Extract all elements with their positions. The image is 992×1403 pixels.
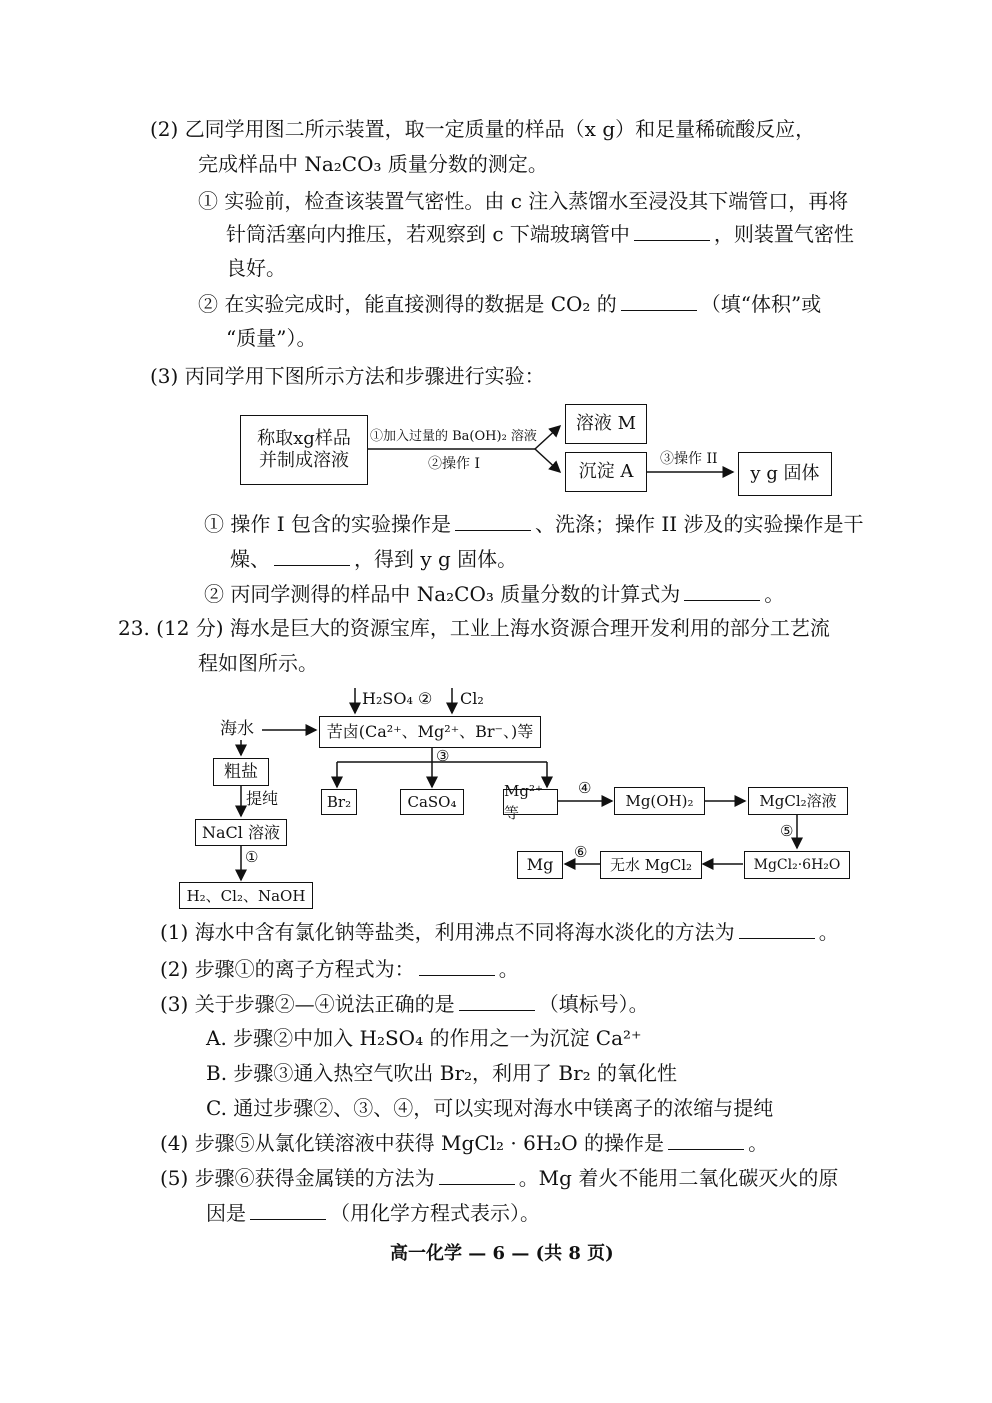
q23-intro-line1: 23. (12 分) 海水是巨大的资源宝库，工业上海水资源合理开发利用的部分工艺流 (118, 616, 830, 640)
q22-part2-item2-line2: “质量”）。 (226, 326, 317, 350)
flow1-start-box (240, 415, 368, 485)
q22-part3-intro: (3) 丙同学用下图所示方法和步骤进行实验： (150, 364, 545, 388)
q1-text: (1) 海水中含有氯化钠等盐类，利用沸点不同将海水淡化的方法为 (160, 920, 735, 944)
q23-option-b: B. 步骤③通入热空气吹出 Br₂，利用了 Br₂ 的氧化性 (206, 1061, 678, 1085)
flow1-op2-label: ③操作 II (660, 451, 718, 467)
q4-text: (4) 步骤⑤从氯化镁溶液中获得 MgCl₂ · 6H₂O 的操作是 (160, 1131, 665, 1155)
reagent-h2so4: H₂SO₄ ② (362, 689, 433, 708)
q22-part3-item1-line2 (230, 545, 517, 573)
q5-end: 。Mg 着火不能用二氧化碳灭火的原 (518, 1166, 839, 1190)
products-box: H₂、Cl₂、NaOH (179, 882, 313, 909)
br2-box: Br₂ (321, 789, 357, 815)
p3-item1-pre: ① 操作 I 包含的实验操作是 (204, 512, 451, 536)
answer-blank[interactable] (684, 582, 760, 601)
flow1-solid-box: y g 固体 (738, 452, 832, 496)
seawater-label: 海水 (220, 719, 254, 739)
purify-label: 提纯 (246, 789, 279, 808)
flow1-solution-m-box: 溶液 M (565, 404, 647, 444)
step1-label: ① (245, 848, 259, 866)
mg-box: Mg (517, 851, 563, 879)
q22-part2-item1-line1: ① 实验前，检查该装置气密性。由 c 注入蒸馏水至浸没其下端管口，再将 (198, 189, 849, 213)
flow1-arrow-to-m (535, 426, 560, 449)
q3-end: （填标号）。 (538, 992, 649, 1016)
hydrate-box: MgCl₂·6H₂O (744, 851, 850, 879)
q2-end: 。 (498, 957, 519, 981)
item1-text-post: ，则装置气密性 (713, 222, 854, 246)
q5b-end: （用化学方程式表示）。 (330, 1201, 540, 1225)
step4-label: ④ (578, 779, 592, 797)
answer-blank[interactable] (250, 1201, 326, 1220)
q23-option-c: C. 通过步骤②、③、④，可以实现对海水中镁离子的浓缩与提纯 (206, 1096, 774, 1120)
p3-item1b-pre: 燥、 (230, 547, 270, 571)
q23-option-a: A. 步骤②中加入 H₂SO₄ 的作用之一为沉淀 Ca²⁺ (206, 1026, 642, 1050)
mg-ion-box: Mg²⁺等 (503, 789, 558, 815)
q22-part3-item2 (204, 580, 784, 608)
q22-part2-intro-line1: (2) 乙同学用图二所示装置，取一定质量的样品（x g）和足量稀硫酸反应， (150, 117, 816, 141)
p3-item2-pre: ② 丙同学测得的样品中 Na₂CO₃ 质量分数的计算式为 (204, 582, 681, 606)
item2-text-pre: ② 在实验完成时，能直接测得的数据是 CO₂ 的 (198, 292, 617, 316)
p3-item2-post: 。 (764, 582, 785, 606)
mgoh2-box: Mg(OH)₂ (614, 787, 705, 815)
anhydrous-mgcl2-box: 无水 MgCl₂ (600, 851, 702, 879)
q22-part2-item1-line3: 良好。 (226, 256, 286, 280)
q5-text: (5) 步骤⑥获得金属镁的方法为 (160, 1166, 435, 1190)
flow1-arrow-label-top: ①加入过量的 Ba(OH)₂ 溶液 (370, 429, 537, 444)
q23-question5-line2 (206, 1199, 540, 1227)
flow1-precipitate-a-box: 沉淀 A (565, 452, 647, 492)
answer-blank[interactable] (439, 1166, 515, 1185)
q23-question2 (160, 955, 519, 983)
step5-label: ⑤ (780, 822, 794, 840)
q5b-text: 因是 (206, 1201, 246, 1225)
item1-text-pre: 针筒活塞向内推压，若观察到 c 下端玻璃管中 (226, 222, 630, 246)
mgcl2-solution-box: MgCl₂溶液 (748, 787, 848, 815)
reagent-cl2: Cl₂ (460, 689, 484, 708)
q23-question4 (160, 1129, 768, 1157)
flow1-start-line2: 并制成溶液 (259, 450, 349, 471)
q23-question3 (160, 990, 649, 1018)
q22-part2-intro-line2: 完成样品中 Na₂CO₃ 质量分数的测定。 (198, 152, 548, 176)
page-footer: 高一化学 — 6 — (共 8 页) (390, 1243, 614, 1264)
p3-item1b-post: ，得到 y g 固体。 (354, 547, 518, 571)
flow1-arrow-to-a (535, 449, 560, 472)
answer-blank[interactable] (668, 1131, 744, 1150)
flow1-start-line1: 称取xg样品 (257, 428, 351, 449)
step6-label: ⑥ (574, 843, 588, 861)
bittern-box: 苦卤(Ca²⁺、Mg²⁺、Br⁻、)等 (319, 716, 541, 748)
step3-label: ③ (436, 747, 450, 765)
caso4-box: CaSO₄ (400, 789, 464, 815)
item2-text-post: （填“体积”或 (700, 292, 822, 316)
q4-end: 。 (748, 1131, 769, 1155)
answer-blank[interactable] (419, 957, 495, 976)
answer-blank[interactable] (455, 512, 531, 531)
q1-end: 。 (818, 920, 839, 944)
q23-intro-line2: 程如图所示。 (198, 651, 318, 675)
answer-blank[interactable] (274, 547, 350, 566)
q23-question5-line1 (160, 1164, 838, 1192)
p3-item1-post: 、洗涤；操作 II 涉及的实验操作是干 (534, 512, 864, 536)
nacl-solution-box: NaCl 溶液 (195, 819, 287, 846)
q3-text: (3) 关于步骤②—④说法正确的是 (160, 992, 455, 1016)
flow1-arrow-label-bottom: ②操作 I (428, 456, 480, 472)
q2-text: (2) 步骤①的离子方程式为： (160, 957, 415, 981)
crude-salt-box: 粗盐 (213, 758, 269, 786)
answer-blank[interactable] (739, 920, 815, 939)
q22-part3-item1-line1 (204, 510, 864, 538)
answer-blank[interactable] (459, 992, 535, 1011)
q23-question1 (160, 918, 839, 946)
